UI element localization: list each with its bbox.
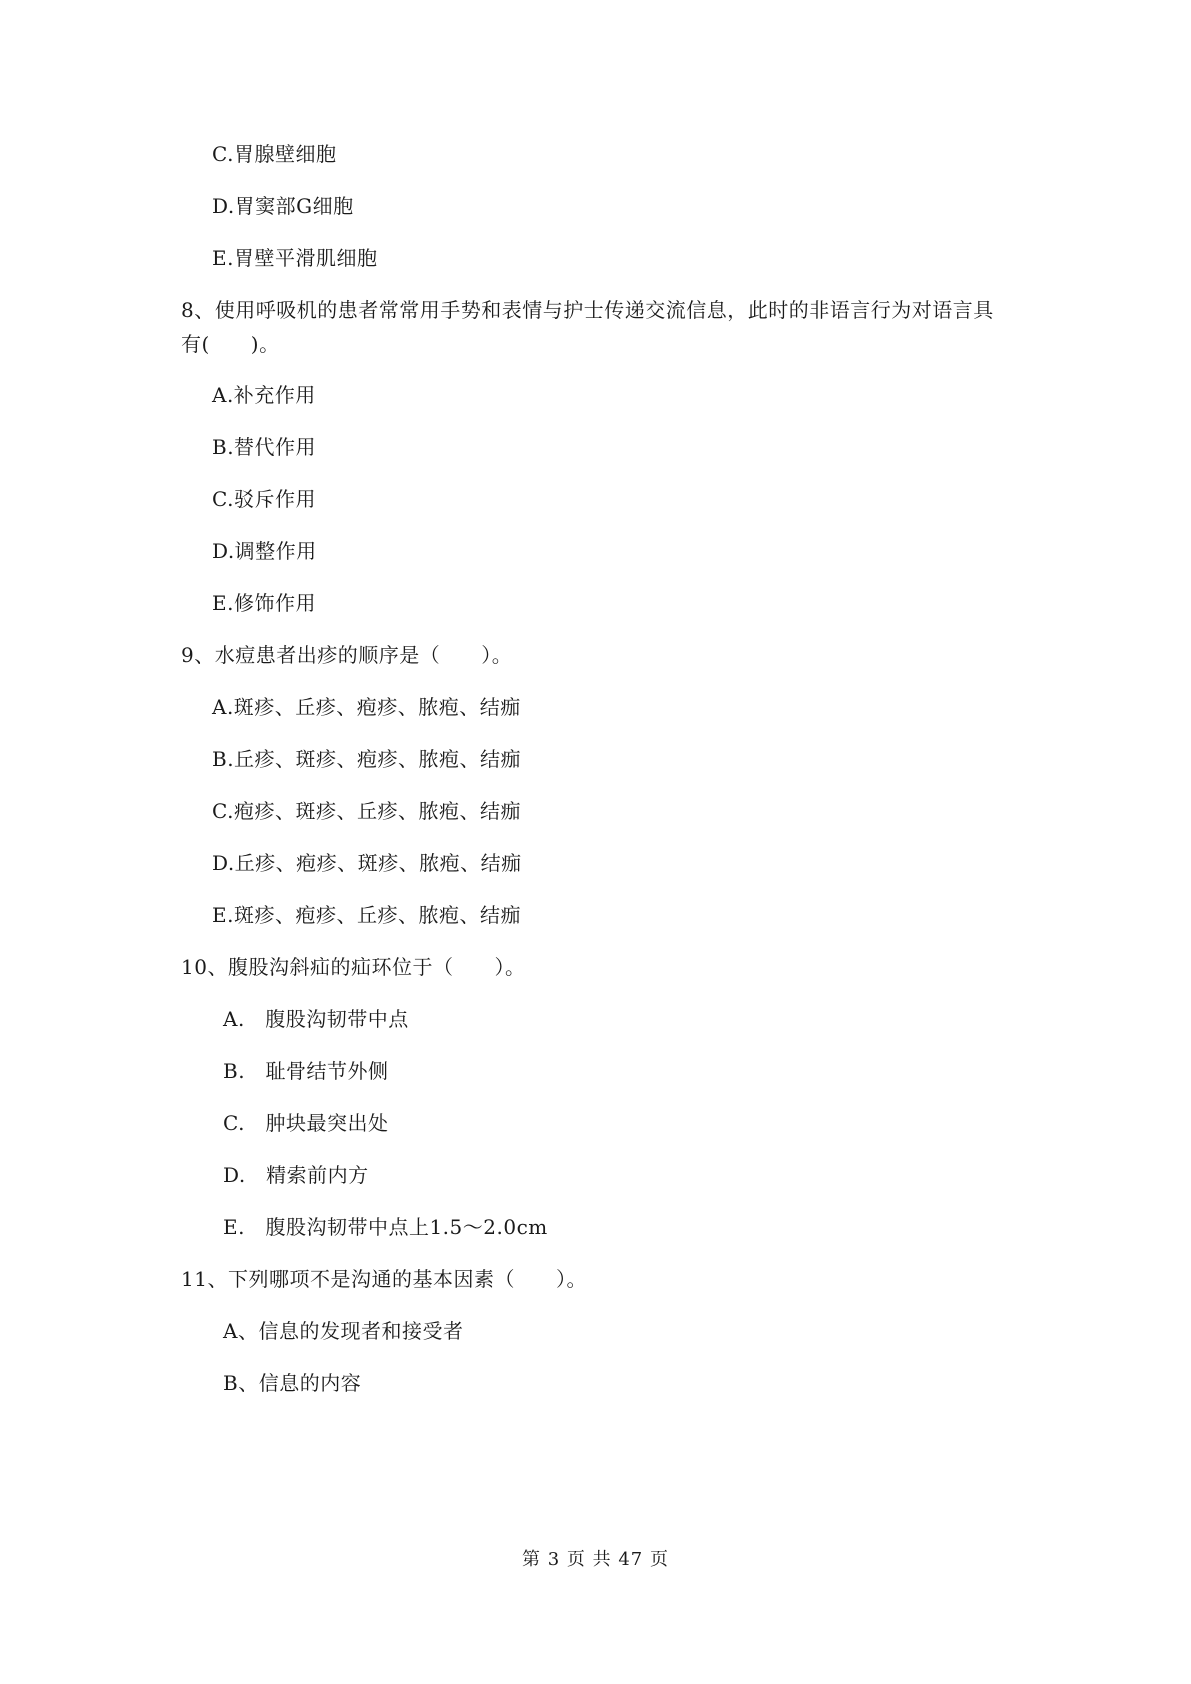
q9-option-d: D.丘疹、疱疹、斑疹、脓疱、结痂	[212, 851, 522, 875]
q9-stem: 9、水痘患者出疹的顺序是（ ）。	[181, 643, 513, 667]
q9-option-b: B.丘疹、斑疹、疱疹、脓疱、结痂	[212, 747, 522, 771]
q8-option-c: C.驳斥作用	[212, 487, 316, 511]
q8-option-a: A.补充作用	[212, 383, 316, 407]
q10-option-a: A. 腹股沟韧带中点	[223, 1007, 409, 1031]
q8-stem-line2: 有( )。	[181, 332, 280, 356]
q11-option-b: B、信息的内容	[223, 1371, 362, 1395]
q8-option-b: B.替代作用	[212, 435, 317, 459]
q11-stem: 11、下列哪项不是沟通的基本因素（ ）。	[181, 1267, 587, 1291]
q9-option-c: C.疱疹、斑疹、丘疹、脓疱、结痂	[212, 799, 521, 823]
q10-option-d: D. 精索前内方	[223, 1163, 369, 1187]
q7-option-e: E.胃壁平滑肌细胞	[212, 246, 378, 270]
q8-stem-line1: 8、使用呼吸机的患者常常用手势和表情与护士传递交流信息，此时的非语言行为对语言具	[181, 298, 994, 322]
q10-option-e: E. 腹股沟韧带中点上1.5～2.0cm	[223, 1215, 548, 1239]
q7-option-d: D.胃窦部G细胞	[212, 194, 354, 218]
q7-option-c: C.胃腺壁细胞	[212, 142, 337, 166]
q9-option-a: A.斑疹、丘疹、疱疹、脓疱、结痂	[212, 695, 521, 719]
q8-option-d: D.调整作用	[212, 539, 317, 563]
q10-stem: 10、腹股沟斜疝的疝环位于（ ）。	[181, 955, 526, 979]
q10-option-b: B. 耻骨结节外侧	[223, 1059, 389, 1083]
page-number-footer: 第 3 页 共 47 页	[522, 1549, 669, 1570]
q11-option-a: A、信息的发现者和接受者	[223, 1319, 464, 1343]
q8-option-e: E.修饰作用	[212, 591, 316, 615]
q10-option-c: C. 肿块最突出处	[223, 1111, 389, 1135]
q9-option-e: E.斑疹、疱疹、丘疹、脓疱、结痂	[212, 903, 521, 927]
